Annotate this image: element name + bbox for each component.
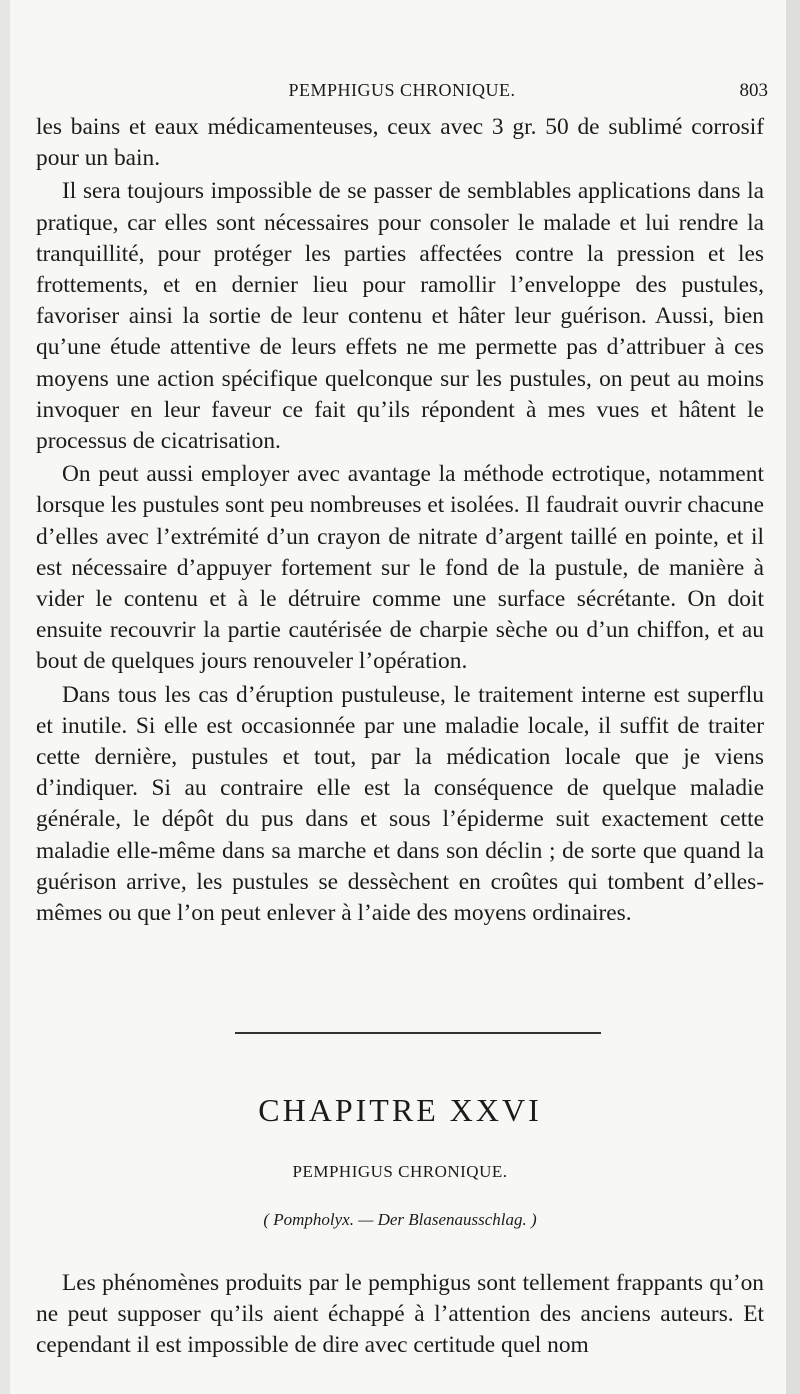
chapter-synonyms: ( Pompholyx. — Der Blasenausschlag. ) xyxy=(263,1210,537,1229)
paragraph: Les phénomènes produits par le pemphigus sont tellement frappants qu’on ne peut supposer qu’ils aient échappé à l’attention des anciens auteurs. Et cependant il est impossible de dire avec certitude quel nom xyxy=(36,1270,764,1359)
body-text xyxy=(36,112,764,931)
paragraph: On peut aussi employer avec avantage la méthode ectrotique, notamment lorsque les pustules sont peu nombreuses et isolées. Il faudrait ouvrir chacune d’elles avec l’extrémité d’un crayon de nitrate d’argent taillé en pointe, et il est nécessaire d’appuyer fortement sur le fond de la pustule, de manière à vider le contenu et à le détruire comme une surface sécrétante. On doit ensuite recouvrir la partie cautérisée de charpie sèche ou d’un chiffon, et au bout de quelques jours renouveler l’opération. xyxy=(36,461,764,675)
running-title: PEMPHIGUS CHRONIQUE. xyxy=(288,80,516,100)
paragraph: les bains et eaux médicamenteuses, ceux avec 3 gr. 50 de sublimé corrosif pour un bain. xyxy=(36,114,764,172)
page-right-edge xyxy=(786,0,800,1394)
paragraph: Il sera toujours impossible de se passer de semblables applications dans la pratique, car elles sont nécessaires pour consoler le malade et lui rendre la tranquillité, pour protéger les parties affectées contre la pression et les frottements, et en dernier lieu pour ramollir l’enveloppe des pustules, favoriser ainsi la sortie de leur contenu et hâter leur guérison. Aussi, bien qu’une étude attentive de leurs effets ne me permette pas d’attribuer à ces moyens une action spécifique quelconque sur les pustules, on peut au moins invoquer en leur faveur ce fait qu’ils répondent à mes vues et hâtent le processus de cicatrisation. xyxy=(36,178,764,455)
chapter-body-text xyxy=(36,1268,764,1362)
section-divider xyxy=(235,1032,601,1034)
page-number: 803 xyxy=(739,80,768,101)
running-head xyxy=(36,80,768,108)
page-left-edge xyxy=(0,0,10,1394)
paragraph: Dans tous les cas d’éruption pustuleuse, le traitement interne est superflu et inutile. Si elle est occasionnée par une maladie locale, il suffit de traiter cette dernière, pustules et tout, par la médication locale que je viens d’indiquer. Si au contraire elle est la conséquence de quelque maladie générale, le dépôt du pus dans et sous l’épiderme suit exactement cette maladie elle-même dans sa marche et dans son déclin ; de sorte que quand la guérison arrive, les pustules se dessèchent en croûtes qui tombent d’elles-mêmes ou que l’on peut enlever à l’aide des moyens ordinaires. xyxy=(36,681,764,927)
chapter-subtitle: PEMPHIGUS CHRONIQUE. xyxy=(292,1162,508,1181)
chapter-title: CHAPITRE XXVI xyxy=(258,1092,542,1128)
